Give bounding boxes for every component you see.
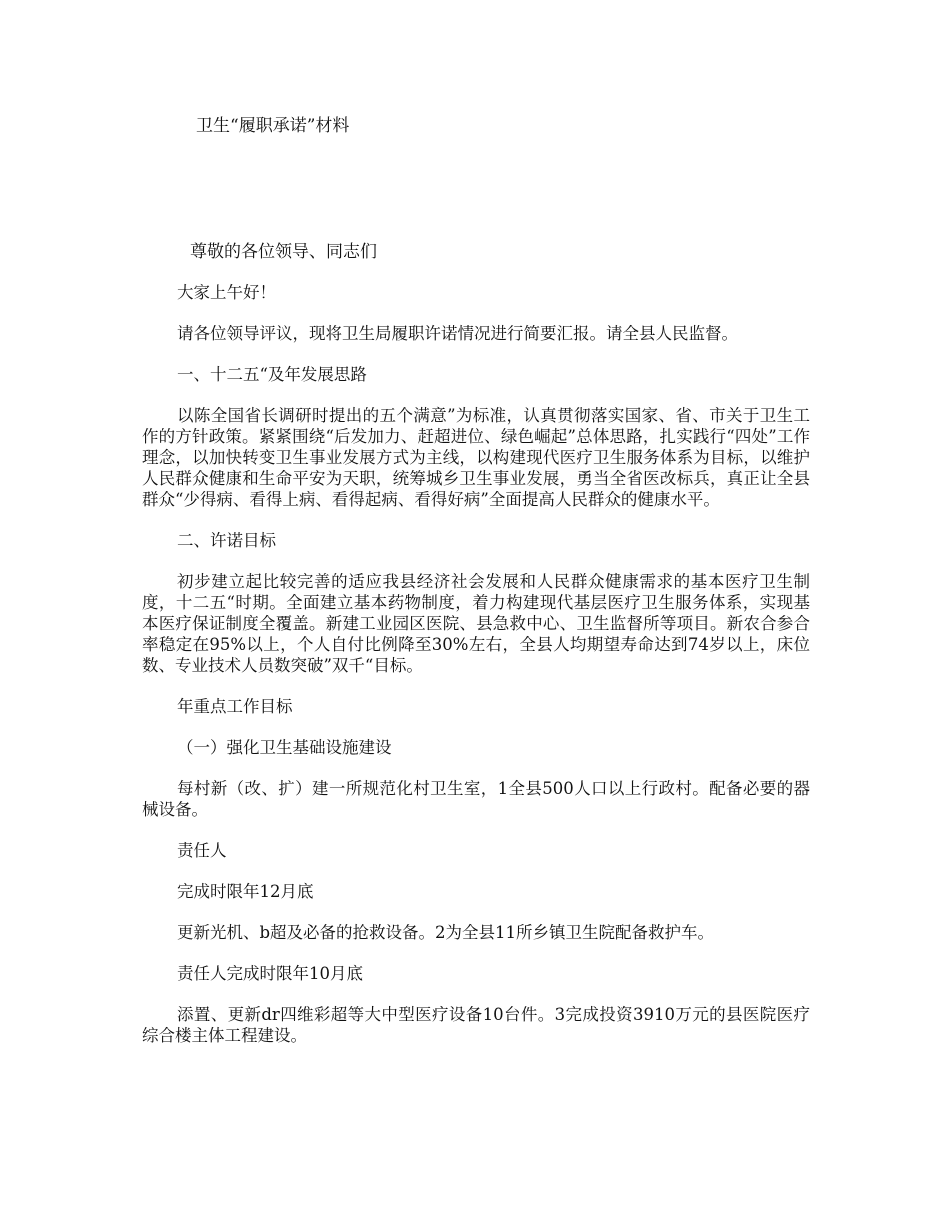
annual-goals-heading: 年重点工作目标 <box>177 697 293 716</box>
section-heading-2: 二、许诺目标 <box>177 531 276 550</box>
salutation: 尊敬的各位领导、同志们 <box>190 242 377 262</box>
responsible-deadline-line: 责任人完成时限年10月底 <box>177 964 363 983</box>
document-body <box>142 282 810 1066</box>
intro-paragraph: 请各位领导评议，现将卫生局履职许诺情况进行简要汇报。请全县人民监督。 <box>177 324 738 343</box>
section-heading-1: 一、十二五“及年发展思路 <box>177 365 367 384</box>
large-equipment-paragraph: 添置、更新dr四维彩超等大中型医疗设备10台件。3完成投资3910万元的县医院医疗综合楼主体工程建设。 <box>142 1005 810 1045</box>
document-title: 卫生“履职承诺”材料 <box>196 116 350 136</box>
village-clinic-paragraph: 每村新（改、扩）建一所规范化村卫生室，1全县500人口以上行政村。配备必要的器械设备。 <box>142 779 810 819</box>
responsible-person-label: 责任人 <box>177 841 227 860</box>
subsection-heading-1: （一）强化卫生基础设施建设 <box>177 738 392 757</box>
development-ideas-paragraph: 以陈全国省长调研时提出的五个满意”为标准，认真贯彻落实国家、省、市关于卫生工作的方针政策。紧紧围绕“后发加力、赶超进位、绿色崛起”总体思路，扎实践行“四处”工作理念，以加快转变卫生事业发展方式为主线，以构建现代医疗卫生服务体系为目标，以维护人民群众健康和生命平安为天职，统筹城乡卫生事业发展，勇当全省医改标兵，真正让全县群众“少得病、看得上病、看得起病、看得好病”全面提高人民群众的健康水平。 <box>142 406 810 509</box>
greeting-paragraph: 大家上午好！ <box>177 283 276 302</box>
deadline-line-1: 完成时限年12月底 <box>177 882 314 901</box>
commitment-goals-paragraph: 初步建立起比较完善的适应我县经济社会发展和人民群众健康需求的基本医疗卫生制度，十二五“时期。全面建立基本药物制度，着力构建现代基层医疗卫生服务体系，实现基本医疗保证制度全覆盖。新建工业园区医院、县急救中心、卫生监督所等项目。新农合参合率稳定在95%以上，个人自付比例降至30%左右，全县人均期望寿命达到74岁以上，床位数、专业技术人员数突破”双千“目标。 <box>142 572 810 675</box>
equipment-paragraph: 更新光机、b超及必备的抢救设备。2为全县11所乡镇卫生院配备救护车。 <box>177 923 715 942</box>
